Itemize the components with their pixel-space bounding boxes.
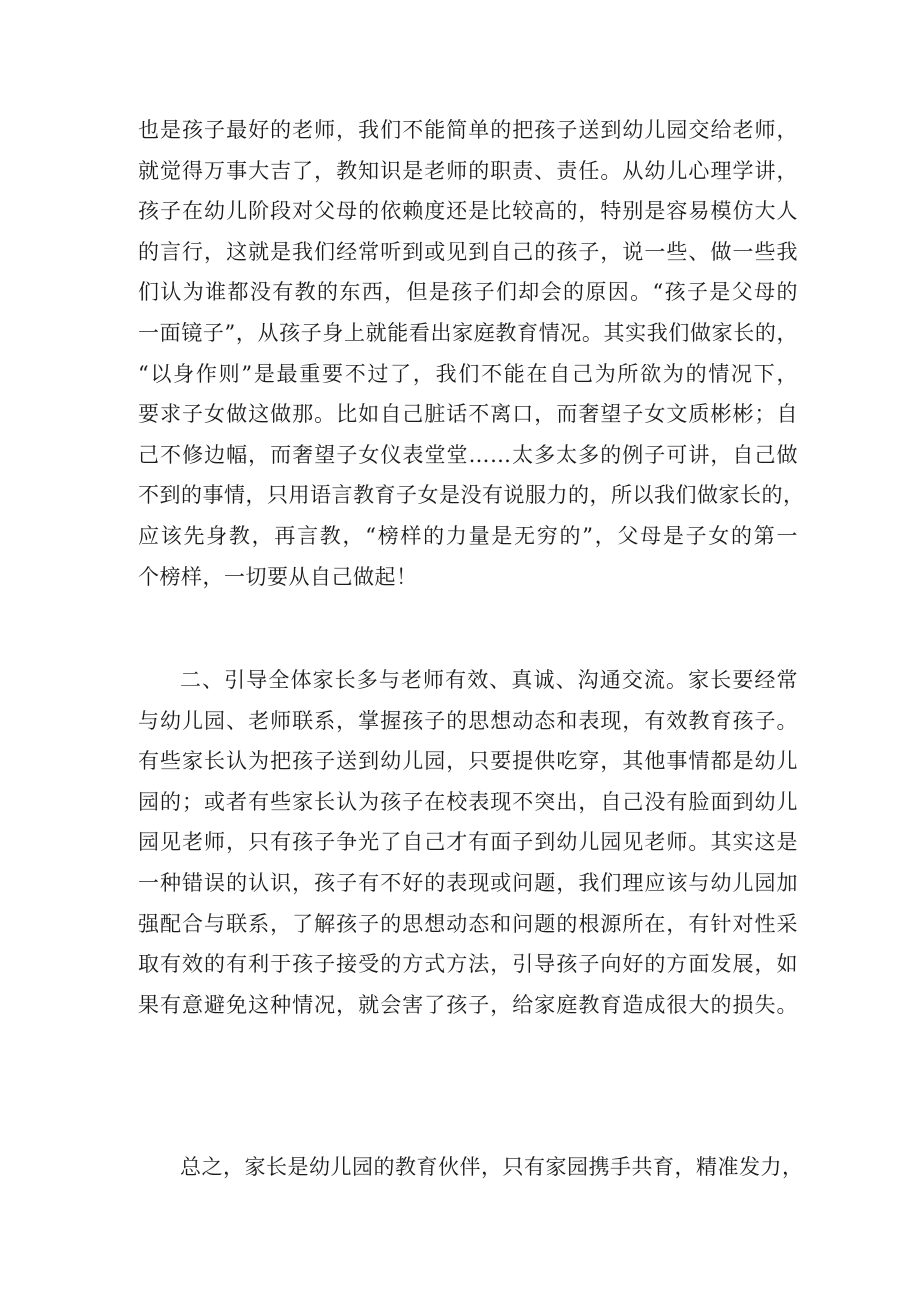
text-line: “以身作则”是最重要不过了，我们不能在自己为所欲为的情况下， — [138, 361, 798, 386]
text-line: 有些家长认为把孩子送到幼儿园，只要提供吃穿，其他事情都是幼儿 — [138, 749, 798, 774]
text-line: 也是孩子最好的老师，我们不能简单的把孩子送到幼儿园交给老师， — [138, 118, 798, 142]
text-line: 就觉得万事大吉了，教知识是老师的职责、责任。从幼儿心理学讲， — [138, 158, 798, 183]
text-line: 一种错误的认识，孩子有不好的表现或问题，我们理应该与幼儿园加 — [138, 870, 798, 895]
text-line: 与幼儿园、老师联系，掌握孩子的思想动态和表现，有效教育孩子。 — [138, 708, 798, 733]
text-line: 应该先身教，再言教，“榜样的力量是无穷的”，父母是子女的第一 — [138, 523, 798, 548]
text-line: 取有效的有利于孩子接受的方式方法，引导孩子向好的方面发展，如 — [138, 952, 798, 977]
text-line: 的言行，这就是我们经常听到或见到自己的孩子，说一些、做一些我 — [138, 239, 798, 264]
text-line: 园的；或者有些家长认为孩子在校表现不突出，自己没有脸面到幼儿 — [138, 789, 798, 814]
text-line: 强配合与联系，了解孩子的思想动态和问题的根源所在，有针对性采 — [138, 911, 798, 936]
text-line: 二、引导全体家长多与老师有效、真诚、沟通交流。家长要经常 — [180, 668, 798, 692]
text-line: 果有意避免这种情况，就会害了孩子，给家庭教育造成很大的损失。 — [138, 992, 798, 1017]
text-line: 总之，家长是幼儿园的教育伙伴，只有家园携手共育，精准发力， — [180, 1155, 804, 1179]
text-line: 们认为谁都没有教的东西，但是孩子们却会的原因。“孩子是父母的 — [138, 280, 798, 305]
text-line: 个榜样，一切要从自己做起！ — [138, 564, 418, 589]
text-line: 己不修边幅，而奢望子女仪表堂堂……太多太多的例子可讲，自己做 — [138, 442, 798, 467]
text-line: 一面镜子”，从孩子身上就能看出家庭教育情况。其实我们做家长的， — [138, 320, 798, 345]
paragraph-2 — [138, 660, 798, 1025]
text-line: 不到的事情，只用语言教育子女是没有说服力的，所以我们做家长的， — [138, 483, 805, 508]
text-line: 孩子在幼儿阶段对父母的依赖度还是比较高的，特别是容易模仿大人 — [138, 199, 798, 224]
text-line: 要求子女做这做那。比如自己脏话不离口，而奢望子女文质彬彬；自 — [138, 402, 798, 427]
paragraph-1 — [138, 110, 805, 597]
paragraph-3 — [138, 1147, 804, 1188]
text-line: 园见老师，只有孩子争光了自己才有面子到幼儿园见老师。其实这是 — [138, 830, 798, 855]
